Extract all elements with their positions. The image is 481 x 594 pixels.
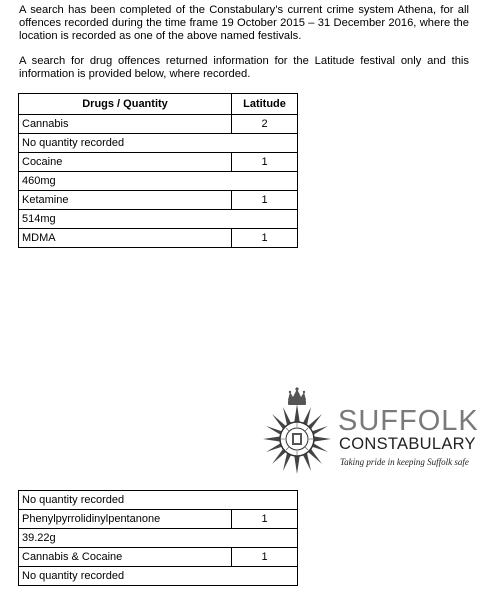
quantity-cell: 514mg [19, 210, 298, 229]
drug-label-cell: Ketamine [19, 191, 232, 210]
table-row [19, 210, 298, 229]
intro-paragraph-2: A search for drug offences returned information for the Latitude festival only and this information is provided below, where recorded. [19, 55, 469, 80]
header-latitude: Latitude [232, 94, 298, 115]
intro-paragraph-1: A search has been completed of the Constabulary’s current crime system Athena, for all offences recorded during the time frame 19 October 2015 – 31 December 2016, where the location is recorded as one of the above named festivals. [19, 4, 469, 42]
latitude-count-cell: 1 [232, 191, 298, 210]
table-row [19, 529, 298, 548]
suffolk-constabulary-logo [262, 386, 477, 476]
table-row [19, 191, 298, 210]
latitude-count-cell: 1 [232, 153, 298, 172]
header-drugs-quantity: Drugs / Quantity [19, 94, 232, 115]
table-row [19, 548, 298, 567]
table-header-row [19, 94, 298, 115]
police-star-crest-icon [262, 386, 332, 476]
table-row [19, 229, 298, 248]
drug-label-cell: Cannabis & Cocaine [19, 548, 232, 567]
quantity-cell: 39.22g [19, 529, 298, 548]
table-row [19, 134, 298, 153]
logo-wordmark-constabulary: CONSTABULARY [339, 435, 476, 453]
drugs-table-bottom [18, 490, 298, 586]
latitude-count-cell: 2 [232, 115, 298, 134]
drug-label-cell: Phenylpyrrolidinylpentanone [19, 510, 232, 529]
logo-wordmark-suffolk: SUFFOLK [338, 405, 479, 437]
drug-label-cell: Cocaine [19, 153, 232, 172]
table-row [19, 172, 298, 191]
latitude-count-cell: 1 [232, 548, 298, 567]
latitude-count-cell: 1 [232, 229, 298, 248]
quantity-cell: No quantity recorded [19, 134, 298, 153]
quantity-cell: 460mg [19, 172, 298, 191]
drugs-table-top [18, 93, 298, 248]
drug-label-cell: Cannabis [19, 115, 232, 134]
latitude-count-cell: 1 [232, 510, 298, 529]
quantity-cell: No quantity recorded [19, 491, 298, 510]
logo-tagline: Taking pride in keeping Suffolk safe [340, 457, 469, 467]
table-row [19, 567, 298, 586]
drug-label-cell: MDMA [19, 229, 232, 248]
table-row [19, 153, 298, 172]
table-row [19, 491, 298, 510]
table-row [19, 115, 298, 134]
quantity-cell: No quantity recorded [19, 567, 298, 586]
table-row [19, 510, 298, 529]
